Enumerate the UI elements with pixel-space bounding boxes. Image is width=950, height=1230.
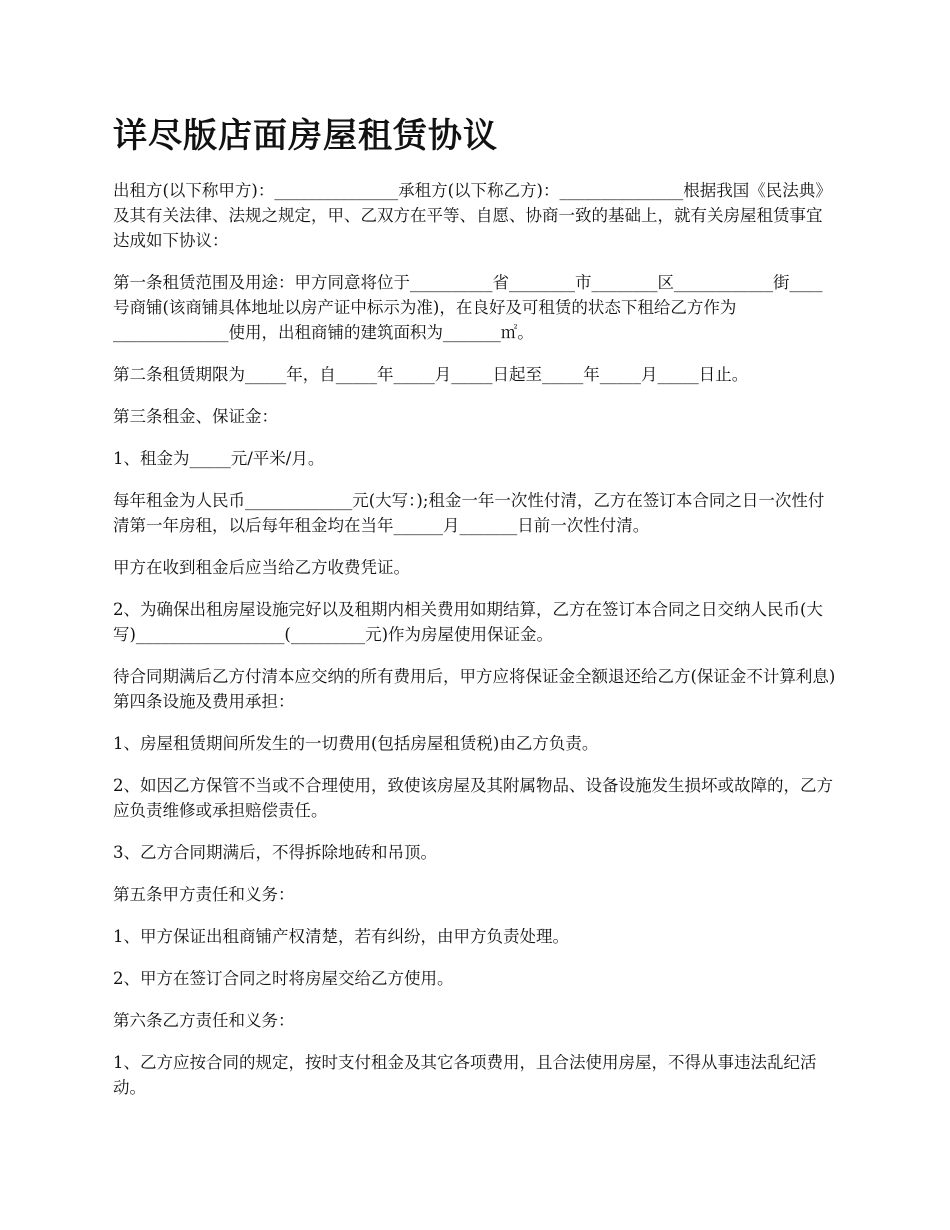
deposit-refund-clause: 待合同期满后乙方付清本应交纳的所有费用后，甲方应将保证金全额退还给乙方(保证金不计算利息)第四条设施及费用承担： (113, 667, 836, 711)
lessee-duty-1: 1、乙方应按合同的规定，按时支付租金及其它各项费用，且合法使用房屋，不得从事违法乱纪活动。 (113, 1053, 817, 1097)
article-2-term: 第二条租赁期限为_____年，自_____年_____月_____日起至_____年_____月_____日止。 (113, 365, 749, 384)
fixtures-clause: 3、乙方合同期满后，不得拆除地砖和吊顶。 (113, 843, 437, 862)
article-6-heading: 第六条乙方责任和义务： (113, 1011, 295, 1030)
lessor-duty-1: 1、甲方保证出租商铺产权清楚，若有纠纷，由甲方负责处理。 (113, 927, 569, 946)
rent-rate-clause: 1、租金为_____元/平米/月。 (113, 449, 325, 468)
document-page (113, 110, 838, 1117)
lessor-duty-2: 2、甲方在签订合同之时将房屋交给乙方使用。 (113, 969, 454, 988)
article-3-heading: 第三条租金、保证金： (113, 407, 278, 426)
annual-rent-clause: 每年租金为人民币_____________元(大写：);租金一年一次性付清，乙方在签订本合同之日一次性付清第一年房租，以后每年租金均在当年______月_______日前一次性付清。 (113, 491, 825, 535)
article-5-heading: 第五条甲方责任和义务： (113, 885, 295, 904)
expenses-clause: 1、房屋租赁期间所发生的一切费用(包括房屋租赁税)由乙方负责。 (113, 734, 599, 753)
receipt-clause: 甲方在收到租金后应当给乙方收费凭证。 (113, 558, 410, 577)
preamble-paragraph: 出租方(以下称甲方)：_______________承租方(以下称乙方)：_______________根据我国《民法典》及其有关法律、法规之规定，甲、乙双方在平等、自愿、协商一致的基础上，就有关房屋租赁事宜达成如下协议： (113, 181, 832, 250)
deposit-clause: 2、为确保出租房屋设施完好以及租期内相关费用如期结算，乙方在签订本合同之日交纳人民币(大写)__________________(_________元)作为房屋使用保证金。 (113, 600, 823, 644)
article-1-scope: 第一条租赁范围及用途：甲方同意将位于__________省________市________区____________街____号商铺(该商铺具体地址以房产证中标示为准)，在良好及可租赁的状态下租给乙方作为______________使用，出租商铺的建筑面积为_______㎡。 (113, 273, 823, 342)
damage-clause: 2、如因乙方保管不当或不合理使用，致使该房屋及其附属物品、设备设施发生损坏或故障的，乙方应负责维修或承担赔偿责任。 (113, 776, 833, 820)
document-title: 详尽版店面房屋租赁协议 (113, 116, 498, 156)
